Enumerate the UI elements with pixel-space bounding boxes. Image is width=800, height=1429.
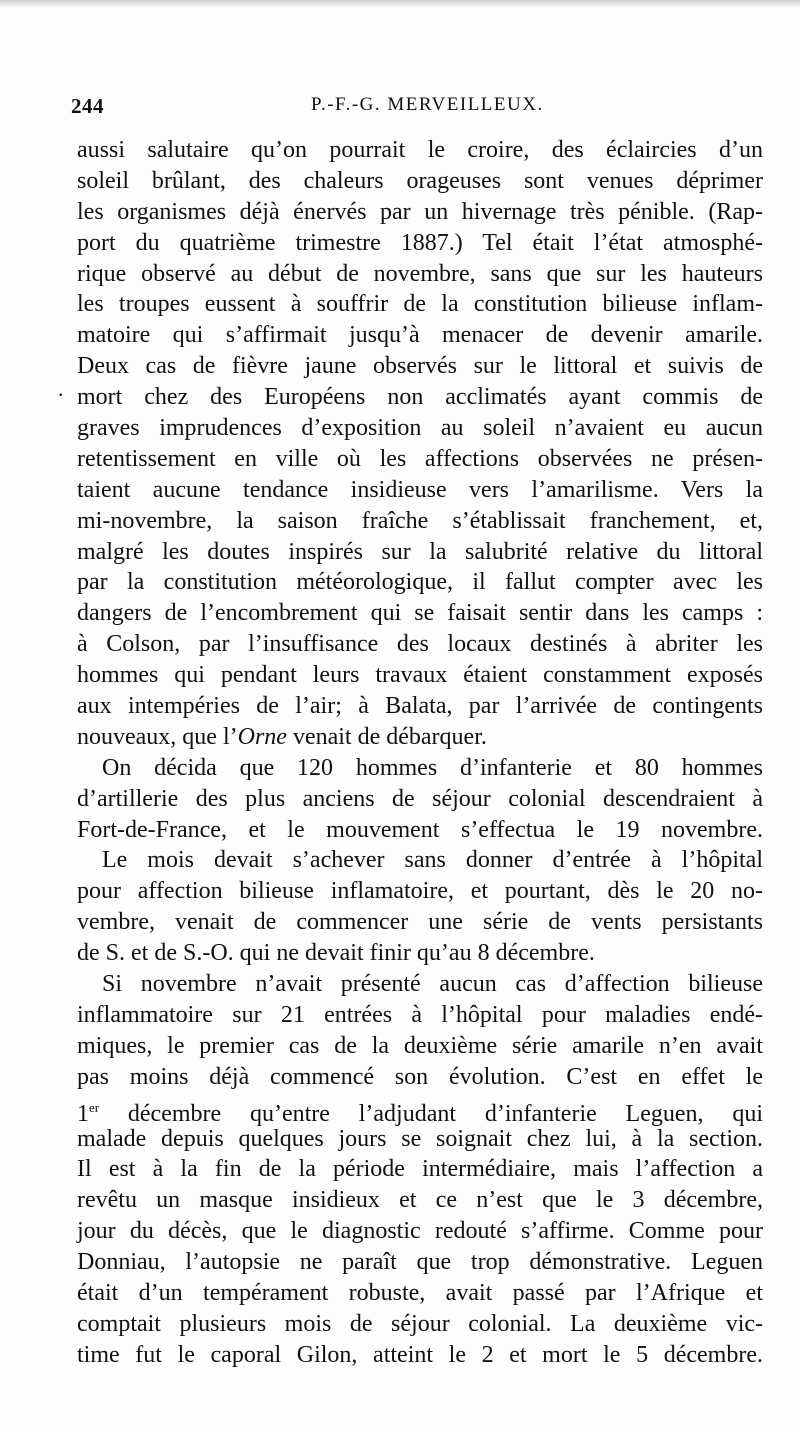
text-line: port du quatrième trimestre 1887.) Tel était l’état atmosphé- (77, 229, 763, 256)
text-line: hommes qui pendant leurs travaux étaient constamment exposés (77, 662, 763, 689)
text-line-paragraph-end: de S. et de S.-O. qui ne devait finir qu’au 8 décembre. (77, 940, 595, 967)
text-line: mi-novembre, la saison fraîche s’établissait franchement, et, (77, 507, 763, 534)
text-line: soleil brûlant, des chaleurs orageuses sont venues déprimer (77, 167, 763, 194)
text-line: était d’un tempérament robuste, avait passé par l’Afrique et (77, 1279, 763, 1306)
text-line: les organismes déjà énervés par un hivernage très pénible. (Rap- (77, 198, 763, 225)
text-line-paragraph-start: Le mois devait s’achever sans donner d’entrée à l’hôpital (102, 847, 763, 874)
text-line: mort chez des Européens non acclimatés ayant commis de (77, 384, 763, 411)
text-line: Il est à la fin de la période intermédiaire, mais l’affection a (77, 1156, 763, 1183)
ship-name: Orne (237, 723, 287, 750)
text-line: graves imprudences d’exposition au soleil n’avaient eu aucun (77, 415, 763, 442)
text-line: time fut le caporal Gilon, atteint le 2 et mort le 5 décembre. (77, 1341, 763, 1368)
text-line: vembre, venait de commencer une série de vents persistants (77, 909, 763, 936)
text-line: retentissement en ville où les affections observées ne présen- (77, 445, 763, 472)
text-line-paragraph-start: On décida que 120 hommes d’infanterie et 80 hommes (102, 754, 763, 781)
text-line: pour affection bilieuse inflamatoire, et pourtant, dès le 20 no- (77, 878, 763, 905)
text-line: jour du décès, que le diagnostic redouté s’affirme. Comme pour (77, 1218, 763, 1245)
page-header (71, 94, 736, 124)
text-line: à Colson, par l’insuffisance des locaux destinés à abriter les (77, 631, 763, 658)
text-line: d’artillerie des plus anciens de séjour colonial descendraient à (77, 785, 763, 812)
text-fragment: nouveaux, que l’ (77, 723, 238, 750)
text-line: matoire qui s’affirmait jusqu’à menacer de devenir amarile. (77, 322, 763, 349)
text-line (77, 1093, 763, 1127)
text-line: pas moins déjà commencé son évolution. C’est en effet le (77, 1063, 763, 1090)
text-line: comptait plusieurs mois de séjour colonial. La deuxième vic- (77, 1310, 763, 1337)
text-line: taient aucune tendance insidieuse vers l’amarilisme. Vers la (77, 476, 763, 503)
text-line: malgré les doutes inspirés sur la salubrité relative du littoral (77, 538, 763, 565)
text-line: Fort-de-France, et le mouvement s’effectua le 19 novembre. (77, 816, 763, 843)
text-line: rique observé au début de novembre, sans que sur les hauteurs (77, 260, 763, 287)
text-fragment: 1 (77, 1100, 89, 1127)
running-head: P.-F.-G. MERVEILLEUX. (311, 94, 544, 115)
text-line: dangers de l’encombrement qui se faisait sentir dans les camps : (77, 600, 763, 627)
text-line: Deux cas de fièvre jaune observés sur le littoral et suivis de (77, 353, 763, 380)
text-line: les troupes eussent à souffrir de la constitution bilieuse inflam- (77, 291, 763, 318)
text-line: revêtu un masque insidieux et ce n’est que le 3 décembre, (77, 1187, 763, 1214)
text-fragment: décembre qu’entre l’adjudant d’infanterie Leguen, qui (127, 1100, 763, 1127)
text-line: aussi salutaire qu’on pourrait le croire, des éclaircies d’un (77, 137, 763, 163)
text-line-paragraph-end (77, 722, 763, 753)
text-line: inflammatoire sur 21 entrées à l’hôpital pour maladies endé- (77, 1001, 763, 1028)
scan-top-edge (0, 0, 800, 8)
text-line: malade depuis quelques jours se soignait chez lui, à la section. (77, 1125, 763, 1152)
ordinal-superscript: er (89, 1099, 100, 1115)
body-text (77, 135, 763, 1371)
text-line: par la constitution météorologique, il fallut compter avec les (77, 569, 763, 596)
text-line: aux intempéries de l’air; à Balata, par l’arrivée de contingents (77, 693, 763, 720)
text-line-paragraph-start: Si novembre n’avait présenté aucun cas d’affection bilieuse (102, 971, 763, 998)
text-fragment: venait de débarquer. (286, 723, 487, 750)
text-line: Donniau, l’autopsie ne paraît que trop démonstrative. Leguen (77, 1249, 763, 1276)
text-line: miques, le premier cas de la deuxième série amarile n’en avait (77, 1032, 763, 1059)
margin-mark: . (58, 376, 64, 401)
page-number: 244 (71, 94, 104, 118)
